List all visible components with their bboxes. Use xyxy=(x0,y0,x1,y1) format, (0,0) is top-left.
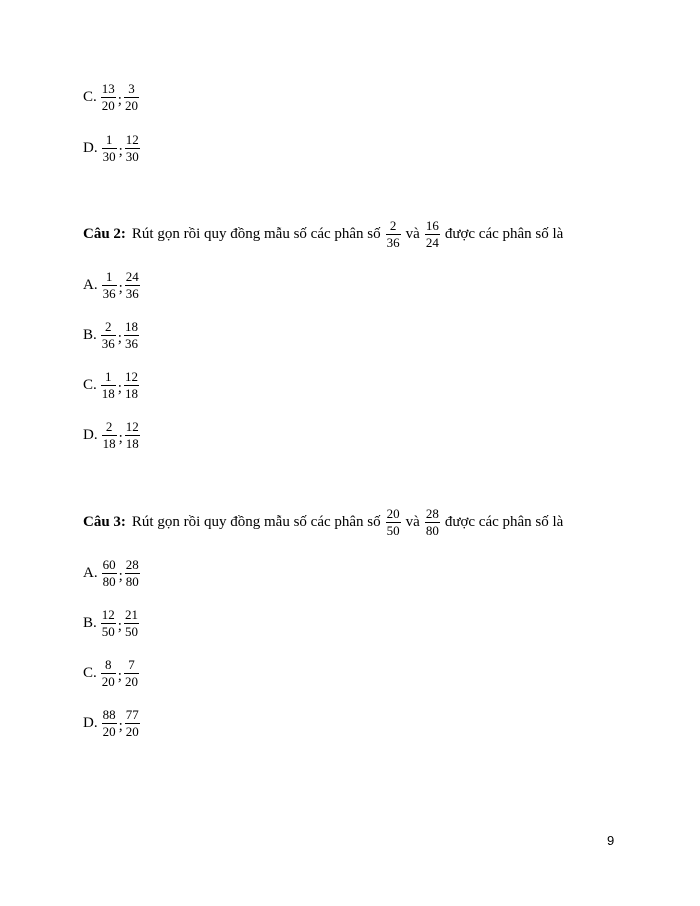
fraction: $\frac{88}{20}$ xyxy=(102,707,116,739)
option-label: C. xyxy=(83,377,97,393)
fraction: $\frac{12}{18}$ xyxy=(124,369,138,401)
fraction: $\frac{1}{18}$ xyxy=(101,369,115,401)
fraction: $\frac{12}{30}$ xyxy=(125,132,139,164)
answer-option-d[interactable]: D. $\frac{88}{20}$ ; $\frac{77}{20}$ xyxy=(83,707,139,739)
connector-text: và xyxy=(405,514,420,530)
fraction: $\frac{18}{36}$ xyxy=(124,319,138,351)
question-3 xyxy=(83,507,563,538)
answer-option-d[interactable]: D. $\frac{2}{18}$ ; $\frac{12}{18}$ xyxy=(83,419,139,451)
fraction: $\frac{12}{18}$ xyxy=(125,419,139,451)
option-label: B. xyxy=(83,327,97,343)
answer-option-b[interactable]: B. $\frac{2}{36}$ ; $\frac{18}{36}$ xyxy=(83,319,138,351)
option-label: C. xyxy=(83,89,97,105)
fraction: $\frac{1}{36}$ xyxy=(102,269,116,301)
question-title: Câu 2: xyxy=(83,226,126,242)
fraction: $\frac{20}{50}$ xyxy=(386,506,400,538)
fraction: $\frac{7}{20}$ xyxy=(124,657,138,689)
fraction: $\frac{12}{50}$ xyxy=(101,607,115,639)
fraction: $\frac{2}{36}$ xyxy=(101,319,115,351)
fraction: $\frac{8}{20}$ xyxy=(101,657,115,689)
question-tail: được các phân số là xyxy=(444,514,564,530)
fraction: $\frac{2}{36}$ xyxy=(386,218,400,250)
option-label: D. xyxy=(83,427,98,443)
option-label: C. xyxy=(83,665,97,681)
option-label: D. xyxy=(83,140,98,156)
page-number: 9 xyxy=(607,833,615,848)
option-label: B. xyxy=(83,615,97,631)
fraction: $\frac{16}{24}$ xyxy=(425,218,439,250)
question-text: Rút gọn rồi quy đồng mẫu số các phân số xyxy=(131,226,381,242)
answer-option-b[interactable]: B. $\frac{12}{50}$ ; $\frac{21}{50}$ xyxy=(83,607,138,639)
fraction: $\frac{77}{20}$ xyxy=(125,707,139,739)
fraction: $\frac{2}{18}$ xyxy=(102,419,116,451)
question-title: Câu 3: xyxy=(83,514,126,530)
answer-option-c[interactable]: C. $\frac{1}{18}$ ; $\frac{12}{18}$ xyxy=(83,369,138,401)
option-label: D. xyxy=(83,715,98,731)
answer-option-a[interactable]: A. $\frac{1}{36}$ ; $\frac{24}{36}$ xyxy=(83,269,139,301)
fraction: $\frac{13}{20}$ xyxy=(101,81,115,113)
fraction: $\frac{21}{50}$ xyxy=(124,607,138,639)
option-label: A. xyxy=(83,277,98,293)
question-2 xyxy=(83,219,563,250)
answer-option-d[interactable]: D. $\frac{1}{30}$ ; $\frac{12}{30}$ xyxy=(83,132,139,164)
answer-option-a[interactable]: A. $\frac{60}{80}$ ; $\frac{28}{80}$ xyxy=(83,557,139,589)
fraction: $\frac{24}{36}$ xyxy=(125,269,139,301)
question-tail: được các phân số là xyxy=(444,226,564,242)
fraction: $\frac{28}{80}$ xyxy=(425,506,439,538)
fraction: $\frac{28}{80}$ xyxy=(125,557,139,589)
fraction: $\frac{1}{30}$ xyxy=(102,132,116,164)
connector-text: và xyxy=(405,226,420,242)
question-text: Rút gọn rồi quy đồng mẫu số các phân số xyxy=(131,514,381,530)
answer-option-c[interactable]: C. $\frac{8}{20}$ ; $\frac{7}{20}$ xyxy=(83,657,138,689)
fraction: $\frac{3}{20}$ xyxy=(124,81,138,113)
answer-option-c[interactable]: C. $\frac{13}{20}$ ; $\frac{3}{20}$ xyxy=(83,81,138,113)
option-label: A. xyxy=(83,565,98,581)
fraction: $\frac{60}{80}$ xyxy=(102,557,116,589)
